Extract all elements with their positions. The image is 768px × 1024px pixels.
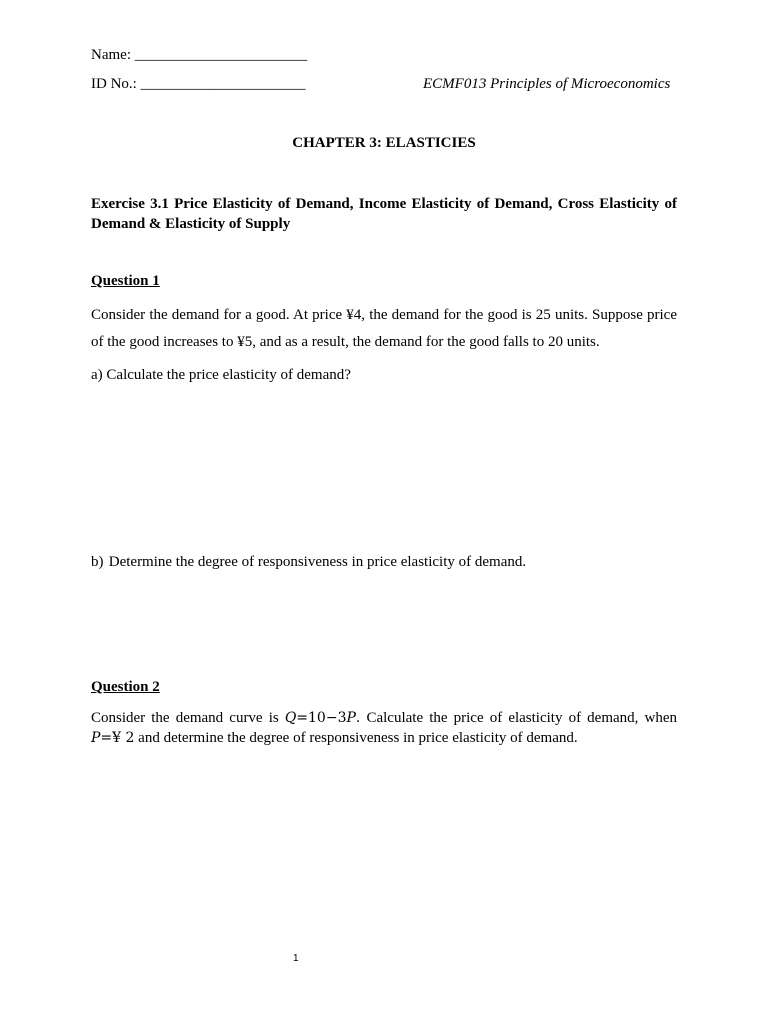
eq-p-symbol: P [346,710,356,726]
question-1-part-b [91,554,526,571]
eq-rhs: =10−3 [296,710,347,726]
name-field-label: Name: _______________________ [91,47,308,63]
demand-equation [285,710,361,726]
question-1-heading: Question 1 [91,273,160,289]
q2-text-before: Consider the demand curve is [91,710,285,726]
eq-end: . [355,710,361,726]
question-1-line-1: Consider the demand for a good. At price ¥4, the demand for the good is 25 units. Suppose price [91,307,677,323]
price-equation [91,730,134,746]
question-1-line-2: of the good increases to ¥5, and as a result, the demand for the good falls to 20 units. [91,334,600,350]
q2-text-after: and determine the degree of responsiveness in price elasticity of demand. [134,730,578,746]
eq2-p-symbol: P [91,730,101,746]
question-2-text [91,708,677,748]
page-number: 1 [293,953,299,964]
question-2-heading: Question 2 [91,679,160,695]
chapter-title: CHAPTER 3: ELASTICIES [292,135,476,151]
question-1-text [91,302,677,356]
question-1-part-a: a) Calculate the price elasticity of demand? [91,367,351,383]
id-field-label: ID No.: ______________________ [91,76,306,92]
exercise-title: Exercise 3.1 Price Elasticity of Demand, Income Elasticity of Demand, Cross Elasticity of Demand & Elasticity of Supply [91,196,677,232]
part-b-marker: b) [91,554,104,570]
eq-q-symbol: Q [284,710,297,726]
part-b-text: Determine the degree of responsiveness in price elasticity of demand. [108,554,527,570]
eq2-rhs: =¥ 2 [100,730,135,746]
course-title: ECMF013 Principles of Microeconomics [423,76,671,92]
q2-text-middle: Calculate the price of elasticity of demand, when [360,710,677,726]
